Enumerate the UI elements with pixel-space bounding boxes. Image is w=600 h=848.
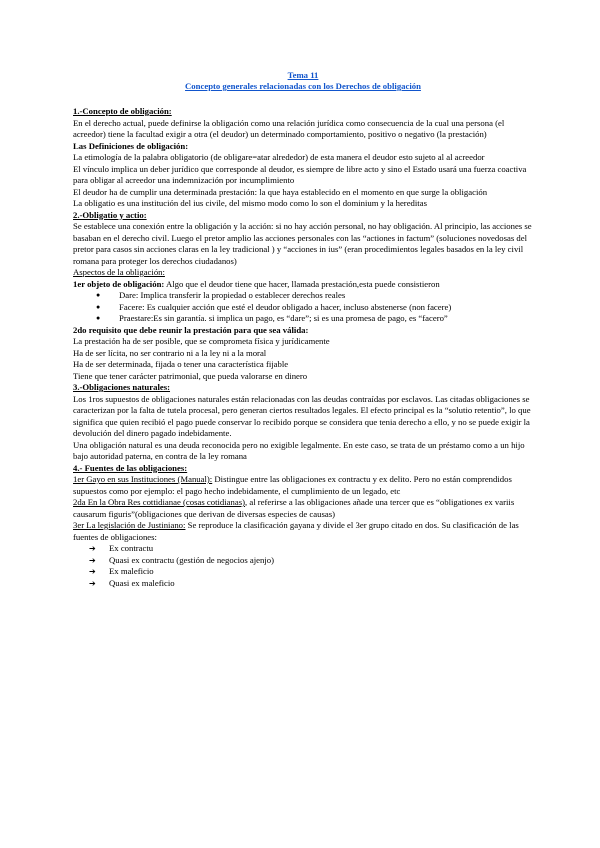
list-item: ➔ Ex maleficio	[73, 566, 533, 578]
requirement-line: Tiene que tener carácter patrimonial, que pueda valorarse en dinero	[73, 370, 308, 381]
document-page	[73, 70, 533, 589]
source-gayo-text: Distingue entre las obligaciones ex contractu y ex delito. Pero no están comprendidos supuestos como por ejemplo: el pago hecho indebidamente, el cumplimiento de un legado, etc	[73, 474, 512, 496]
section-2-paragraph: Se establece una conexión entre la obligación y la acción: si no hay acción personal, no hay obligación. Al principio, las acciones se basaban en el derecho civil. Luego el pretor amplio las acciones personales con las “actiones in factum” (soluciones novedosas del pretor para casos sin acciones claras en la ley tradicional ) y “acciones in ius” (eran procedimientos legales basados en la ley civil romana para proteger los derechos ciudadanos)	[73, 221, 532, 266]
requirements-subheading: 2do requisito que debe reunir la prestación para que sea válida:	[73, 324, 309, 335]
definitions-paragraph-debtor: El deudor ha de cumplir una determinada prestación: la que haya establecido en el momento en que surge la obligación	[73, 186, 488, 197]
definitions-subheading: Las Definiciones de obligación:	[73, 140, 189, 151]
source-res-cottidianae	[73, 497, 533, 520]
list-item: ➔ Ex contractu	[73, 543, 533, 555]
source-gayo	[73, 474, 533, 497]
list-item: ➔ Quasi ex contractu (gestión de negocios ajenjo)	[73, 555, 533, 567]
definitions-paragraph-bond: El vínculo implica un deber jurídico que corresponde al deudor, es siempre de libre acto y sino el Estado usará una fuerza coactiva para obligar al acreedor una indemnización por incumplimiento	[73, 163, 527, 185]
requirement-line: Ha de ser lícita, no ser contrario ni a la ley ni a la moral	[73, 347, 267, 358]
title-topic: Tema 11	[287, 70, 319, 80]
aspects-subheading: Aspectos de la obligación:	[73, 267, 165, 277]
section-3-paragraph: Los 1ros supuestos de obligaciones naturales están relacionadas con las deudas contraídas por esclavos. Las citadas obligaciones se caracterizan por la falta de tutela procesal, pero generan ciertos resultados legales. El efecto principal es la “solutio retentio”, lo que significa que quien recibió el pago puede conservar lo recibido porque se considera que tenia derecho a ello, y no se puede exigir la devolución del dinero pagado indebidamente.	[73, 393, 531, 438]
list-item: ➔ Quasi ex maleficio	[73, 578, 533, 590]
list-item: ● Praestare:Es sin garantía. si implica un pago, es “dare”; si es una promesa de pago, es “facero”	[73, 313, 533, 325]
section-2-heading: 2.-Obligatio y actio:	[73, 209, 147, 220]
requirement-line: La prestación ha de ser posible, que se comprometa física y jurídicamente	[73, 336, 330, 346]
requirement-line: Ha de ser determinada, fijada o tener una característica fijable	[73, 359, 289, 369]
section-3-heading: 3.-Obligaciones naturales:	[73, 382, 171, 392]
source-res-cottidianae-text: , al referirse a las obligaciones añade una tercer que es “obligationes ex variis causarum figuris”(obligaciones que derivan de diversas especies de causas)	[73, 497, 515, 519]
object-paragraph	[73, 279, 533, 291]
sources-arrow-list	[73, 543, 533, 589]
section-1-paragraph: En el derecho actual, puede definirse la obligación como una relación jurídica como consecuencia de la cual una persona (el acreedor) tiene la facultad exigir a otra (el deudor) un determinado comportamiento, positivo o negativo (la prestación)	[73, 117, 505, 139]
source-gayo-label: 1er Gayo en sus Instituciones (Manual):	[73, 474, 213, 484]
section-1-heading: 1.-Concepto de obligación:	[73, 106, 172, 116]
title-subject: Concepto generales relacionadas con los Derechos de obligación	[185, 81, 421, 91]
list-item: ● Dare: Implica transferir la propiedad o establecer derechos reales	[73, 290, 533, 302]
prestacion-types-list	[73, 290, 533, 325]
object-text: Algo que el deudor tiene que hacer, llamada prestación,esta puede consistieron	[164, 278, 440, 289]
definitions-paragraph-etymology: La etimología de la palabra obligatorio (de obligare=atar alrededor) de esta manera el deudor esto sujeto al al acreedor	[73, 152, 485, 162]
list-item: ● Facere: Es cualquier acción que esté el deudor obligado a hacer, incluso abstenerse (non facere)	[73, 302, 533, 314]
source-justiniano	[73, 520, 533, 543]
object-label: 1er objeto de obligación:	[73, 278, 165, 289]
definitions-paragraph-institution: La obligatio es una institución del ius civile, del mismo modo como lo son el dominium y la hereditas	[73, 198, 427, 208]
document-title	[73, 70, 533, 92]
section-3-paragraph-2: Una obligación natural es una deuda reconocida pero no exigible legalmente. En este caso, se trata de un préstamo como a un hijo bajo autoridad paterna, en contra de la ley romana	[73, 439, 525, 461]
source-res-cottidianae-label: 2da En la Obra Res cottidianae (cosas cotidianas)	[73, 497, 245, 507]
source-justiniano-label: 3er La legislación de Justiniano:	[73, 520, 186, 530]
section-4-heading: 4.- Fuentes de las obligaciones:	[73, 462, 188, 473]
source-justiniano-text: Se reproduce la clasificación gayana y divide el 3er grupo citado en dos. Su clasificación de las fuentes de obligaciones:	[73, 520, 519, 542]
